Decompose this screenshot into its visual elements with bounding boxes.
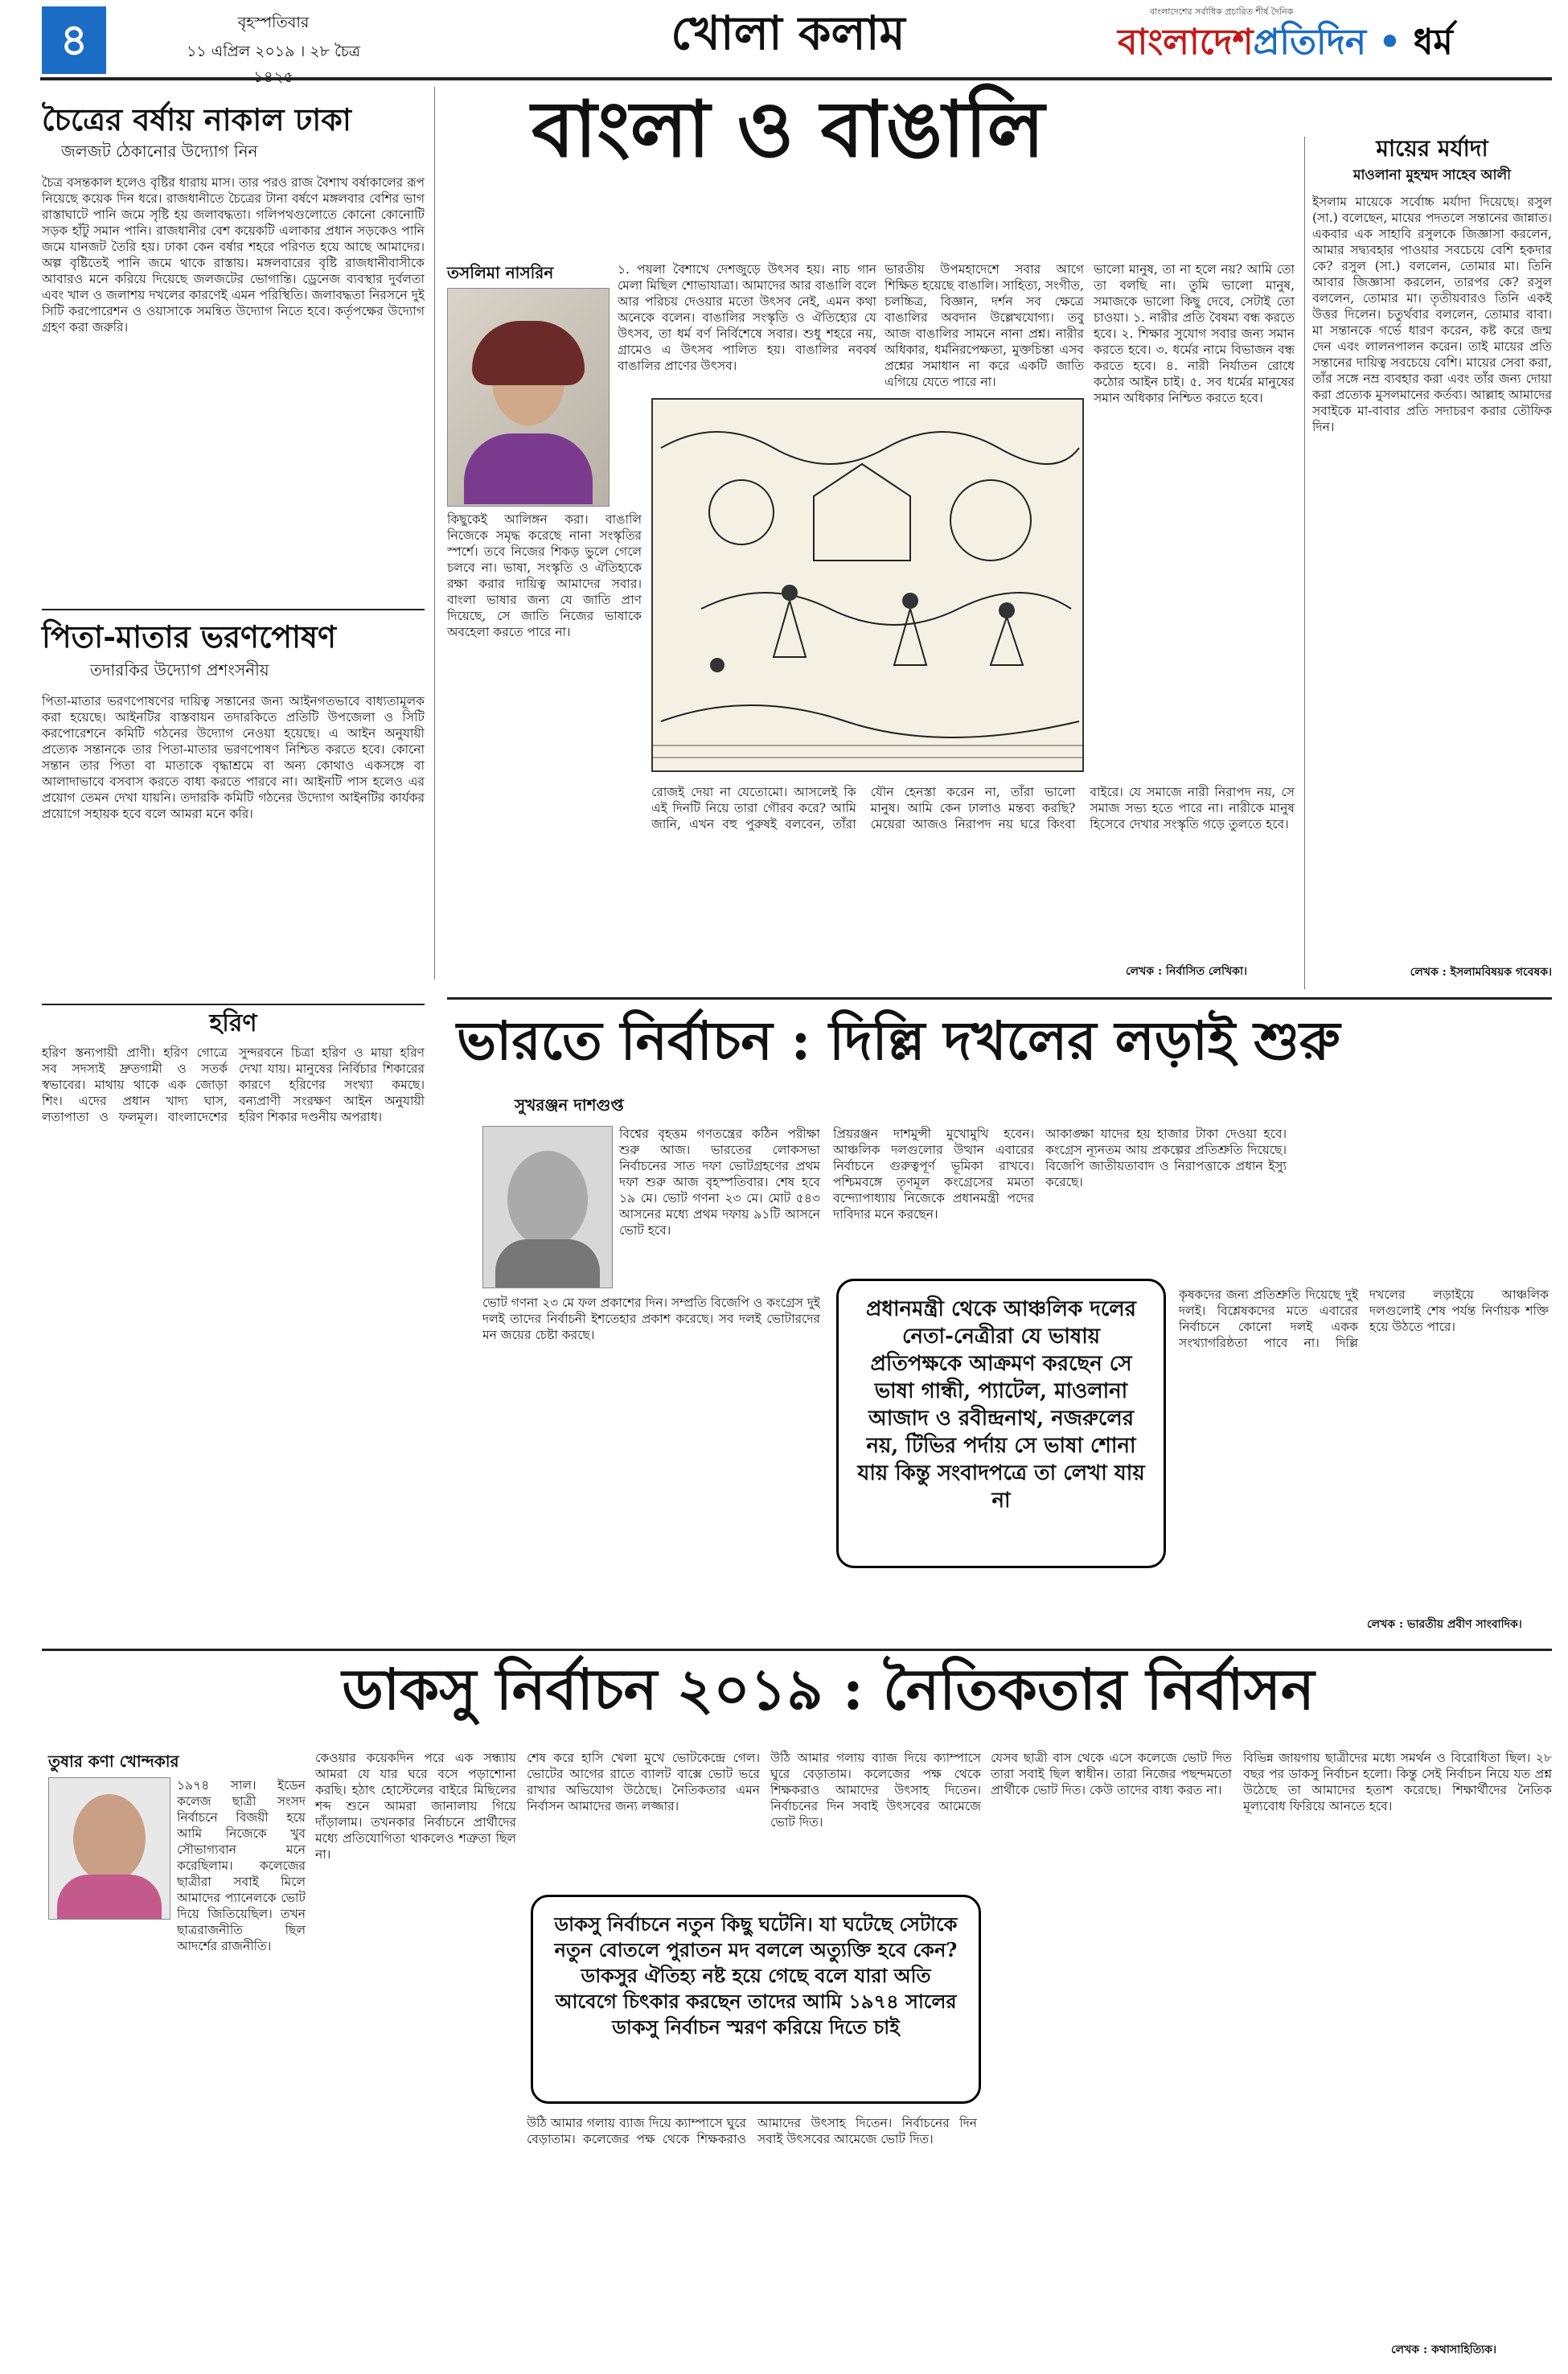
main-body-col2: কিছুকেই আলিঙ্গন করা। বাঙালি নিজেকে সমৃদ্ধ করেছে নানা সংস্কৃতির স্পর্শে। তবে নিজের শিকড় ভুলে গেলে চলবে না। ভাষা, সংস্কৃতি ও ঐতিহ্যকে রক্ষা করার দায়িত্ব আমাদের সবার। বাংলা ভাষার জন্য যে জাতি প্রাণ দিয়েছে, সে জাতি নিজের ভাষাকে অবহেলা করতে পারে না।: [447, 512, 642, 639]
page-number-box: [42, 6, 106, 74]
masthead-rule: [40, 77, 1552, 80]
india-article-title: ভারতে নির্বাচন : দিল্লি দখলের লড়াই শুরু: [457, 1009, 1340, 1072]
col-rule-right: [1304, 137, 1305, 989]
article1-title: চৈত্রের বর্ষায় নাকাল ঢাকা: [42, 101, 351, 138]
ducsu-body-col3b: উঠি আমার গলায় ব্যাজ দিয়ে ক্যাম্পাসে ঘুরে বেড়াতাম। কলেজের পক্ষ থেকে শিক্ষকরাও আমাদের উৎসাহ দিতেন। নির্বাচনের দিন সবাই উৎসবের আমেজে ভোট দিত।: [527, 2116, 977, 2146]
folk-art-illustration: [653, 400, 1084, 772]
masthead-logo: বাংলাদেশের সর্বাধিক প্রচারিত শীর্ষ দৈনিক বাংলাদেশপ্রতিদিন • ধর্ম: [1118, 5, 1552, 69]
india-pullquote: [836, 1279, 1166, 1568]
religion-byline: মাওলানা মুহম্মদ সাহেব আলী: [1353, 166, 1511, 183]
religion-title: মায়ের মর্যাদা: [1376, 135, 1488, 162]
logo-part1: বাংলাদেশ: [1118, 22, 1254, 63]
india-body-col1b: ভোট গণনা ২৩ মে ফল প্রকাশের দিন। সম্প্রতি বিজেপি ও কংগ্রেস দুই দলই তাদের নির্বাচনী ইশতেহার প্রকাশ করেছে। সব দলই ভোটারদের মন জয়ের চেষ্টা করছে।: [482, 1296, 820, 1342]
left-column: [42, 87, 425, 996]
article3-body: হরিণ স্তন্যপায়ী প্রাণী। হরিণ গোত্রে সব সদস্যই দ্রুতগামী ও সতর্ক স্বভাবের। মাথায় থাকে এক জোড়া শিং। এদের প্রধান খাদ্য ঘাস, লতাপাতা ও ফলমূল। বাংলাদেশের সুন্দরবনে চিত্রা হরিণ ও মায়া হরিণ দেখা যায়। মানুষের নির্বিচার শিকারের কারণে হরিণের সংখ্যা কমছে। বন্যপ্রাণী সংরক্ষণ আইন অনুযায়ী হরিণ শিকার দণ্ডনীয় অপরাধ।: [42, 1045, 425, 1124]
religion-column: [1312, 137, 1552, 989]
ducsu-article-byline: তুষার কণা খোন্দকার: [48, 1752, 179, 1771]
main-body-col4: ভালো মানুষ, তা না হলে নয়? আমি তো তা বলছি না। তুমি ভালো মানুষ, সমাজকে ভালো কিছু দেবে, সেটাই তো চাওয়া। ১. নারীর প্রতি বৈষম্য বন্ধ করতে হবে। ২. শিক্ষার সুযোগ সবার জন্য সমান করতে হবে। ৩. ধর্মের নামে বিভাজন বন্ধ করতে হবে। ৪. নারী নির্যাতন রোধে কঠোর আইন চাই। ৫. সব ধর্মের মানুষের সমান অধিকার নিশ্চিত করতে হবে।: [1094, 262, 1295, 405]
india-pullquote-text: প্রধানমন্ত্রী থেকে আঞ্চলিক দলের নেতা-নেত্রীরা যে ভাষায় প্রতিপক্ষকে আক্রমণ করছেন সে ভাষা গান্ধী, প্যাটেল, মাওলানা আজাদ ও রবীন্দ্রনাথ, নজরুলের নয়, টিভির পর্দায় সে ভাষা শোনা যায় কিন্তু সংবাদপত্রে তা লেখা যায় না: [857, 1297, 1145, 1513]
india-body-col1: বিশ্বের বৃহত্তম গণতন্ত্রের কঠিন পরীক্ষা শুরু আজ। ভারতের লোকসভা নির্বাচনের সাত দফা ভোটগ্রহণের প্রথম দফা শুরু আজ বৃহস্পতিবার। শেষ হবে ১৯ মে। ভোট গণনা ২৩ মে। মোট ৫৪৩ আসনের মধ্যে প্রথম দফায় ৯১টি আসনে ভোট হবে।: [619, 1127, 820, 1238]
article2-title: পিতা-মাতার ভরণপোষণ: [42, 618, 336, 655]
masthead-date: ১১ এপ্রিল ২০১৯ । ২৮ চৈত্র: [187, 43, 360, 60]
left-article3: [42, 1010, 425, 1670]
main-article-byline: তসলিমা নাসরিন: [447, 263, 554, 282]
ducsu-body-col1: ১৯৭৪ সাল। ইডেন কলেজ ছাত্রী সংসদ নির্বাচনে বিজয়ী হয়ে আমি নিজেকে খুব সৌভাগ্যবান মনে করেছিলাম। কলেজের ছাত্রীরা সবাই মিলে আমাদের প্যানেলকে ভোট দিয়ে জিতিয়েছিল। তখন ছাত্ররাজনীতি ছিল আদর্শের রাজনীতি।: [177, 1778, 306, 1953]
article1-body: চৈত্র বসন্তকাল হলেও বৃষ্টির ধারায় মাস। তার পরও রাজ বৈশাখ বর্ষাকালের রূপ নিয়েছে কয়েক দিন ধরে। রাজধানীতে চৈত্রের টানা বর্ষণে মঙ্গলবার বেশির ভাগ রাস্তাঘাটে পানি জমে সৃষ্টি হয় জলাবদ্ধতা। গলিপথগুলোতে কোনো কোনোটি সড়ক হাঁটু সমান পানি। রাজধানীর বেশ কয়েকটি এলাকার প্রধান সড়কেও পানি জমে যানজট তৈরি হয়। ঢাকা কেন বর্ষার শহরে পরিণত হয়ে আছে আমাদের। অল্প বৃষ্টিতেই পানি জমে থাকে রাস্তায়। মঙ্গলবারের বৃষ্টি রাজধানীবাসীকে আবারও মনে করিয়ে দিয়েছে জলজটের ভোগান্তি। ড্রেনেজ ব্যবস্থার দুর্বলতা এবং খাল ও জলাশয় দখলের কারণেই এমন পরিস্থিতি। জলাবদ্ধতা নিরসনে দুই সিটি করপোরেশন ও ওয়াসাকে সমন্বিত উদ্যোগ নিতে হবে। কর্তৃপক্ষের উদ্যোগ গ্রহণ করা জরুরি।: [42, 175, 425, 335]
logo-tagline: বাংলাদেশের সর্বাধিক প্রচারিত শীর্ষ দৈনিক: [1150, 6, 1294, 17]
main-body-lower: রোজই দেয়া না যেতোমো। আসলেই কি এই দিনটি নিয়ে তারা গৌরব করে? আমি জানি, এখন বহু পুরুষই বলবেন, তাঁরা যৌন হেনস্তা করেন না, তাঁরা ভালো মানুষ। আমি কেন ঢালাও মন্তব্য করছি? মেয়েরা আজও নিরাপদ নয় ঘরে কিংবা বাইরে। যে সমাজে নারী নিরাপদ নয়, সে সমাজ সভ্য হতে পারে না। নারীকে মানুষ হিসেবে দেখার সংস্কৃতি গড়ে তুলতে হবে।: [651, 785, 1295, 832]
category-label: ধর্ম: [1413, 22, 1453, 63]
main-article-footer: লেখক : নির্বাসিত লেখিকা।: [1126, 965, 1248, 978]
ducsu-body-col5: যেসব ছাত্রী বাস থেকে এসে কলেজে ভোট দিত তারা সবাই ছিল স্বাধীন। তারা নিজের পছন্দমতো প্রার্থীকে ভোট দিত। কেউ তাদের বাধ্য করত না।: [991, 1751, 1232, 1797]
left-divider-2: [42, 1004, 425, 1005]
ducsu-pullquote: [531, 1895, 981, 2104]
ducsu-body-col2: কেওয়ার কয়েকদিন পরে এক সন্ধ্যায় আমরা যে যার ঘরে বসে পড়াশোনা করছি। হঠাৎ হোস্টেলের বাইরে মিছিলের শব্দ শুনে আমরা জানালায় গিয়ে দাঁড়ালাম। তখনকার নির্বাচনে প্রার্থীদের মধ্যে প্রতিযোগিতা থাকলেও শত্রুতা ছিল না।: [315, 1751, 516, 1862]
ducsu-body-col4: উঠি আমার গলায় ব্যাজ দিয়ে ক্যাম্পাসে ঘুরে বেড়াতাম। কলেজের পক্ষ থেকে শিক্ষকরাও আমাদের উৎসাহ দিতেন। নির্বাচনের দিন সবাই উৎসবের আমেজে ভোট দিত।: [770, 1751, 981, 1830]
main-article-title: বাংলা ও বাঙালি: [532, 84, 1045, 175]
col-rule-left: [434, 87, 435, 980]
logo-part2: প্রতিদিন: [1253, 22, 1366, 63]
main-article-illustration: [651, 398, 1084, 772]
ducsu-top-rule: [42, 1649, 1552, 1651]
india-article-footer: লেখক : ভারতীয় প্রবীণ সাংবাদিক।: [1367, 1618, 1522, 1631]
india-top-rule: [447, 997, 1552, 1000]
article1-subtitle: জলজট ঠেকানোর উদ্যোগ নিন: [61, 141, 258, 161]
author-photo-tushar: [48, 1777, 170, 1920]
ducsu-body-col6: বিভিন্ন জায়গায় ছাত্রীদের মধ্যে সমর্থন ও বিরোধিতা ছিল। ২৮ বছর পর ডাকসু নির্বাচন হলো। কিন্তু সেই নির্বাচন নিয়ে যত প্রশ্ন উঠেছে তা আমাদের হতাশ করেছে। শিক্ষার্থীদের নৈতিক মূল্যবোধ ফিরিয়ে আনতে হবে।: [1243, 1751, 1552, 1813]
religion-body: ইসলাম মায়েকে সর্বোচ্চ মর্যাদা দিয়েছে। রসুল (সা.) বলেছেন, মায়ের পদতলে সন্তানের জান্নাত। একবার এক সাহাবি রসুলকে জিজ্ঞাসা করলেন, আমার সদ্ব্যবহার পাওয়ার সবচেয়ে বেশি হকদার কে? রসুল (সা.) বললেন, তোমার মা। তিনি আবার জিজ্ঞাসা করলেন, তারপর কে? রসুল বললেন, তোমার মা। তৃতীয়বারও তিনি একই উত্তর দিলেন। চতুর্থবার বললেন, তোমার বাবা। মা সন্তানকে গর্ভে ধারণ করেন, কষ্ট করে জন্ম দেন এবং লালনপালন করেন। তাই মায়ের প্রতি সন্তানের দায়িত্ব সবচেয়ে বেশি। মায়ের সেবা করা, তাঁর সঙ্গে নম্র ব্যবহার করা এবং তাঁর জন্য দোয়া করা প্রত্যেক মুসলমানের কর্তব্য। আল্লাহ আমাদের সবাইকে মা-বাবার প্রতি সদাচরণ করার তৌফিক দিন।: [1312, 194, 1552, 434]
author-photo-taslima: [447, 288, 610, 507]
ducsu-article-footer: লেখক : কথাসাহিত্যিক।: [1391, 2343, 1496, 2356]
page-number: ৪: [60, 14, 88, 65]
main-body-col3: ভারতীয় উপমহাদেশে সবার আগে শিক্ষিত হয়েছে বাঙালি। সাহিত্য, সংগীত, চলচ্চিত্র, বিজ্ঞান, দর্শন সব ক্ষেত্রে বাঙালির অবদান উল্লেখযোগ্য। তবু আজ বাঙালির সামনে নানা প্রশ্ন। নারীর অধিকার, ধর্মনিরপেক্ষতা, মুক্তচিন্তা এসব প্রশ্নের সমাধান না করে একটি জাতি এগিয়ে যেতে পারে না।: [885, 262, 1084, 389]
india-body-col5: কৃষকদের জন্য প্রতিশ্রুতি দিয়েছে দুই দলই। বিশ্লেষকদের মতে এবারের নির্বাচনে কোনো দলই একক সংখ্যাগরিষ্ঠতা পাবে না। দিল্লি দখলের লড়াইয়ে আঞ্চলিক দলগুলোই শেষ পর্যন্ত নির্ণায়ক শক্তি হয়ে উঠতে পারে।: [1179, 1288, 1549, 1350]
religion-footer: লেখক : ইসলামবিষয়ক গবেষক।: [1410, 965, 1552, 979]
india-body-col4: আকাঙ্ক্ষা যাদের হয় হাজার টাকা দেওয়া হবে। কংগ্রেস ন্যূনতম আয় প্রকল্পের প্রতিশ্রুতি দিয়েছে। বিজেপি জাতীয়তাবাদ ও নিরাপত্তাকে প্রধান ইস্যু করেছে।: [1045, 1127, 1287, 1189]
india-article-byline: সুখরঞ্জন দাশগুপ্ত: [515, 1095, 624, 1115]
ducsu-pullquote-text: ডাকসু নির্বাচনে নতুন কিছু ঘটেনি। যা ঘটেছে সেটাকে নতুন বোতলে পুরাতন মদ বললে অত্যুক্তি হবে কেন? ডাকসুর ঐতিহ্য নষ্ট হয়ে গেছে বলে যারা অতি আবেগে চিৎকার করছেন তাদের আমি ১৯৭৪ সালের ডাকসু নির্বাচন স্মরণ করিয়ে দিতে চাই: [554, 1912, 958, 2039]
india-body-col3: প্রিয়রঞ্জন দাশমুন্সী মুখোমুখি হবেন। আঞ্চলিক দলগুলোর উত্থান এবারের নির্বাচনে গুরুত্বপূর্ণ ভূমিকা রাখবে। পশ্চিমবঙ্গে তৃণমূল কংগ্রেসের মমতা বন্দ্যোপাধ্যায় নিজেকে প্রধানমন্ত্রী পদের দাবিদার মনে করছেন।: [833, 1127, 1034, 1222]
masthead-day: বৃহস্পতিবার: [237, 14, 310, 31]
section-title: খোলা কলাম: [671, 6, 905, 60]
article2-subtitle: তদারকির উদ্যোগ প্রশংসনীয়: [90, 659, 269, 680]
left-divider-1: [42, 609, 425, 610]
article3-title: হরিণ: [209, 1009, 257, 1037]
ducsu-body-col3: শেষ করে হাসি খেলা মুখে ভোটকেন্দ্রে গেল। ভোটের আগের রাতে ব্যালট বাক্সে ভোট ভরে রাখার অভিযোগ উঠেছে। নৈতিকতার এমন নির্বাসন আমাদের জন্য লজ্জার।: [527, 1751, 760, 1813]
main-body-col1: ১. পয়লা বৈশাখে দেশজুড়ে উৎসব হয়। নাচ গান মেলা মিছিল শোভাযাত্রা। আমাদের আর বাঙালি বলে আর পরিচয় দেওয়ার মতো উৎসব নেই, এমন কথা অনেকে বলেন। বাঙালির সংস্কৃতি ও ঐতিহ্যের যে উৎসব, তা ধর্ম বর্ণ নির্বিশেষে সবার। শুধু শহরে নয়, গ্রামেও এ উৎসব পালিত হয়। বাঙালির নববর্ষ বাঙালির প্রাণের উৎসব।: [618, 262, 876, 373]
article2-body: পিতা-মাতার ভরণপোষণের দায়িত্ব সন্তানের জন্য আইনগতভাবে বাধ্যতামূলক করা হয়েছে। আইনটির বাস্তবায়ন তদারকিতে প্রতিটি উপজেলা ও সিটি করপোরেশনে কমিটি গঠনের উদ্যোগ নেওয়া হয়েছে। এ আইন অনুযায়ী প্রত্যেক সন্তানকে তার পিতা-মাতার ভরণপোষণ নিশ্চিত করতে হবে। কোনো সন্তান তার পিতা বা মাতাকে বৃদ্ধাশ্রমে বা অন্য কোথাও একসঙ্গে বা আলাদাভাবে বসবাস করতে বাধ্য করতে পারবে না। আইনটি পাস হলেও এর প্রয়োগ তেমন দেখা যায়নি। তদারকি কমিটি গঠনের উদ্যোগ আইনটির কার্যকর প্রয়োগে সহায়ক হবে বলে আমরা মনে করি।: [42, 693, 425, 821]
author-photo-sukhoranjan: [482, 1126, 613, 1288]
ducsu-article-title: ডাকসু নির্বাচন ২০১৯ : নৈতিকতার নির্বাসন: [342, 1656, 1315, 1723]
